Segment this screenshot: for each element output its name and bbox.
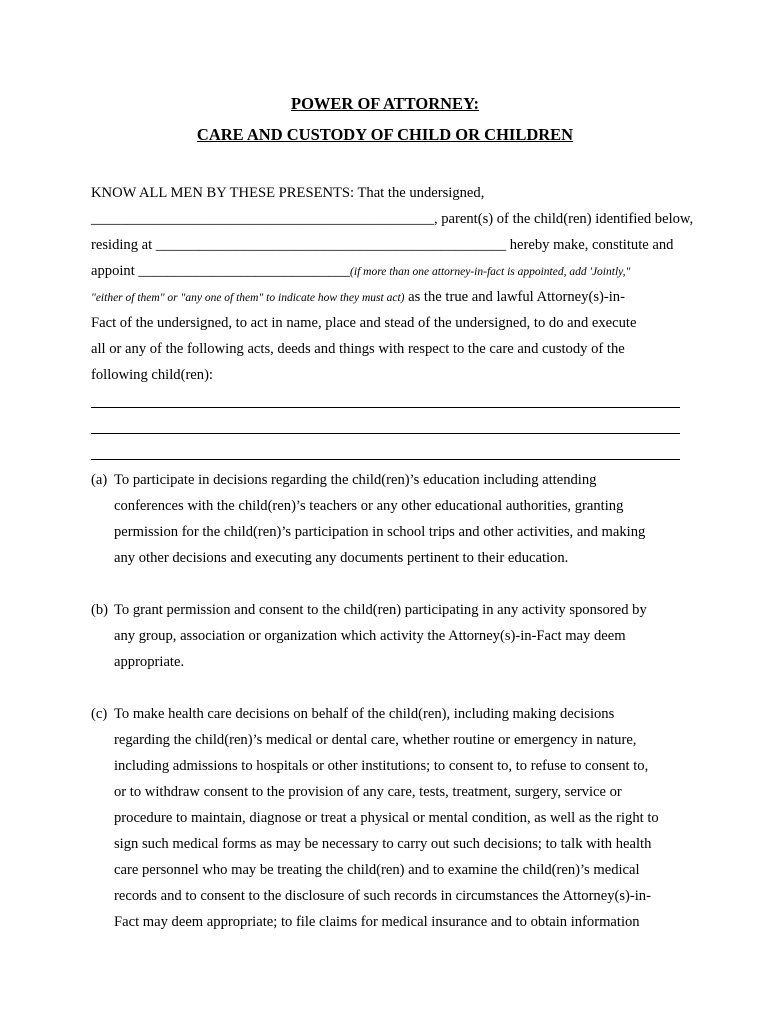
child-name-line[interactable] (91, 433, 680, 434)
document-title: POWER OF ATTORNEY: (291, 94, 479, 113)
item-text-line: permission for the child(ren)’s participation in school trips and other activities, and making (114, 524, 646, 540)
item-text-line: sign such medical forms as may be necessary to carry out such decisions; to talk with health (114, 836, 652, 852)
intro-text: as the true and lawful Attorney(s)-in- (404, 289, 625, 305)
item-text-line: To grant permission and consent to the child(ren) participating in any activity sponsored by (114, 602, 647, 618)
child-name-line[interactable] (91, 459, 680, 460)
item-text-line: any other decisions and executing any documents pertinent to their education. (114, 550, 569, 566)
attorney-note: "either of them" or "any one of them" to indicate how they must act) (91, 292, 405, 304)
item-text-line: Fact may deem appropriate; to file claims for medical insurance and to obtain information (114, 914, 640, 930)
appoint-label: appoint _____________________________ (91, 263, 351, 279)
intro-line: Fact of the undersigned, to act in name, place and stead of the undersigned, to do and execute (91, 315, 637, 331)
item-text-line: To make health care decisions on behalf of the child(ren), including making decisions (114, 706, 615, 722)
item-text-line: regarding the child(ren)’s medical or dental care, whether routine or emergency in nature, (114, 732, 637, 748)
item-text-line: including admissions to hospitals or other institutions; to consent to, to refuse to consent to, (114, 758, 649, 774)
intro-line: _______________________________________________, parent(s) of the child(ren) identified below, (91, 211, 694, 227)
item-text-line: records and to consent to the disclosure of such records in circumstances the Attorney(s)-in- (114, 888, 651, 904)
intro-line (91, 288, 625, 307)
item-text-line: care personnel who may be treating the child(ren) and to examine the child(ren)’s medical (114, 862, 640, 878)
item-text-line: procedure to maintain, diagnose or treat a physical or mental condition, as well as the right to (114, 810, 659, 826)
intro-line: all or any of the following acts, deeds and things with respect to the care and custody of the (91, 341, 625, 357)
intro-line: KNOW ALL MEN BY THESE PRESENTS: That the undersigned, (91, 185, 485, 201)
item-marker: (a) (91, 472, 108, 488)
document-subtitle: CARE AND CUSTODY OF CHILD OR CHILDREN (196, 125, 574, 144)
child-name-line[interactable] (91, 407, 680, 408)
item-text-line: To participate in decisions regarding the child(ren)’s education including attending (114, 472, 597, 488)
item-text-line: conferences with the child(ren)’s teachers or any other educational authorities, granting (114, 498, 624, 514)
item-marker: (b) (91, 602, 109, 618)
intro-line: following child(ren): (91, 367, 213, 383)
intro-line (91, 262, 630, 281)
item-text-line: any group, association or organization which activity the Attorney(s)-in-Fact may deem (114, 628, 626, 644)
item-text-line: or to withdraw consent to the provision of any care, tests, treatment, surgery, service or (114, 784, 622, 800)
item-marker: (c) (91, 706, 108, 722)
intro-line: residing at ________________________________________________ hereby make, constitute and (91, 237, 674, 253)
item-text-line: appropriate. (114, 654, 185, 670)
attorney-note: (if more than one attorney-in-fact is appointed, add 'Jointly," (350, 266, 631, 278)
